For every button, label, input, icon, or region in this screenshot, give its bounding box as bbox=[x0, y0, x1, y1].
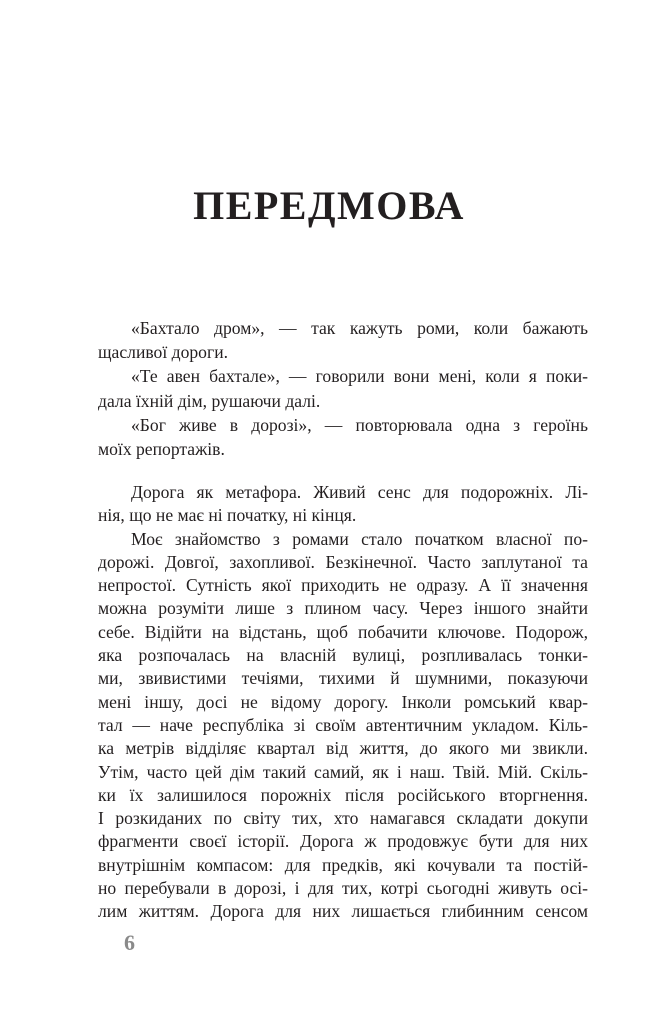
text-line: лим життям. Дорога для них лишається глибинним сенсом bbox=[98, 901, 588, 922]
text-line: «Те авен бахтале», — говорили вони мені, коли я поки- bbox=[131, 366, 588, 387]
body-text bbox=[98, 481, 588, 924]
text-line: ми, звивистими течіями, тихими й шумними, показуючи bbox=[98, 668, 588, 689]
text-line: мені іншу, досі не відому дорогу. Інколи ромський квар- bbox=[98, 691, 588, 712]
text-line: Дорога як метафора. Живий сенс для подорожніх. Лі- bbox=[131, 482, 588, 502]
text-line: ки їх залишилося порожніх після російського вторгнення. bbox=[98, 784, 588, 805]
text-line: Моє знайомство з ромами стало початком власної по- bbox=[131, 528, 588, 549]
text-line: тал — наче республіка зі своїм автентичним укладом. Кіль- bbox=[98, 714, 588, 735]
text-line: щасливої дороги. bbox=[98, 342, 229, 363]
text-line: «Бахтало дром», — так кажуть роми, коли бажають bbox=[131, 318, 588, 338]
text-line: себе. Відійти на відстань, щоб побачити ключове. Подорож, bbox=[98, 621, 588, 642]
text-line: Утім, часто цей дім такий самий, як і наш. Твій. Мій. Скіль- bbox=[98, 761, 588, 782]
text-line: моїх репортажів. bbox=[98, 438, 225, 459]
text-line: непростої. Сутність якої приходить не одразу. А її значення bbox=[98, 575, 588, 596]
page-number: 6 bbox=[124, 930, 135, 955]
text-line: но перебували в дорозі, і для тих, котрі сьогодні живуть осі- bbox=[98, 878, 588, 899]
text-line: «Бог живе в дорозі», — повторювала одна з героїнь bbox=[131, 414, 588, 435]
text-line: внутрішнім компасом: для предків, які кочували та постій- bbox=[98, 854, 588, 875]
text-line: дорожі. Довгої, захопливої. Безкінечної. Часто заплутаної та bbox=[98, 551, 588, 572]
text-line: фрагменти своєї історії. Дорога ж продовжує бути для них bbox=[98, 831, 588, 852]
text-line: можна розуміти лише з плином часу. Через іншого знайти bbox=[98, 598, 588, 619]
text-line: нія, що не має ні початку, ні кінця. bbox=[98, 505, 357, 526]
epigraph-block bbox=[98, 316, 588, 461]
text-line: дала їхній дім, рушаючи далі. bbox=[98, 390, 321, 411]
text-line: яка розпочалась на власній вулиці, розпливалась тонки- bbox=[98, 645, 588, 666]
text-line: ка метрів відділяє квартал від життя, до якого ми звикли. bbox=[98, 738, 588, 759]
text-line: І розкиданих по світу тих, хто намагався складати докупи bbox=[98, 808, 588, 829]
chapter-title: ПЕРЕДМОВА bbox=[193, 183, 465, 228]
